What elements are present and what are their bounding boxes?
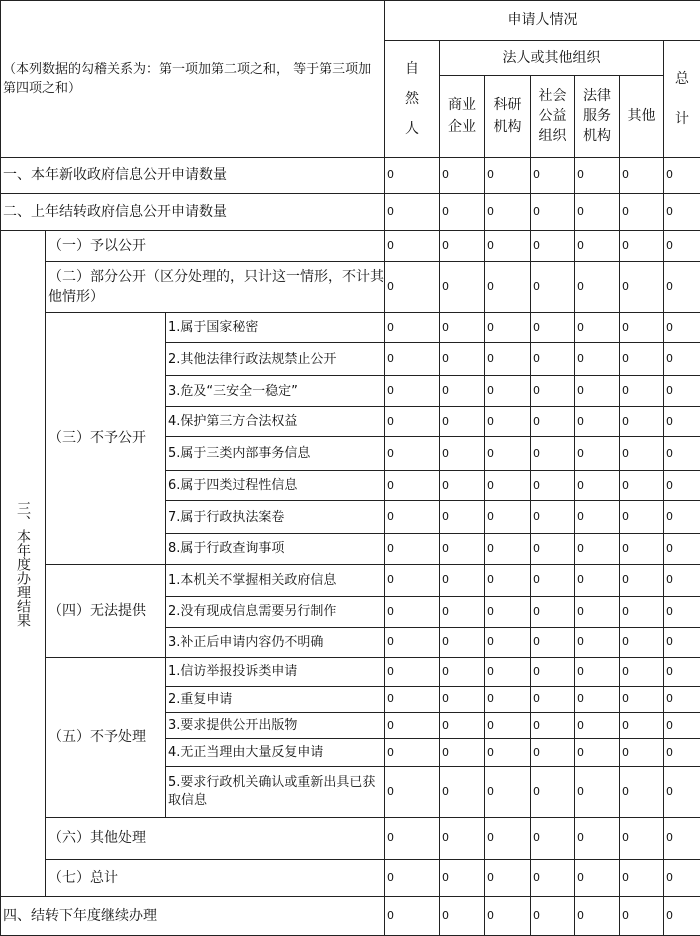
cell-value: 0	[620, 859, 664, 897]
cell-value: 0	[440, 406, 485, 437]
cell-value: 0	[440, 859, 485, 897]
cell-value: 0	[440, 766, 485, 817]
cell-value: 0	[575, 739, 620, 766]
cell-value: 0	[575, 766, 620, 817]
cell-value: 0	[575, 230, 620, 262]
cell-value: 0	[485, 313, 531, 343]
cell-value: 0	[620, 230, 664, 262]
sub-item: 4.保护第三方合法权益	[166, 406, 385, 437]
cell-value: 0	[440, 230, 485, 262]
cell-value: 0	[664, 230, 700, 262]
cell-value: 0	[531, 534, 575, 565]
cell-value: 0	[485, 534, 531, 565]
cell-value: 0	[485, 597, 531, 628]
cell-value: 0	[485, 194, 531, 231]
cell-value: 0	[531, 262, 575, 313]
cell-value: 0	[664, 897, 700, 936]
cell-value: 0	[575, 627, 620, 658]
cell-value: 0	[485, 766, 531, 817]
cell-value: 0	[385, 564, 440, 597]
cell-value: 0	[575, 658, 620, 686]
section-three-label: 三、本年度办理结果	[1, 230, 46, 896]
row-label: （六）其他处理	[46, 817, 385, 859]
cell-value: 0	[620, 817, 664, 859]
cell-value: 0	[620, 376, 664, 407]
cell-value: 0	[440, 376, 485, 407]
cell-value: 0	[664, 597, 700, 628]
cell-value: 0	[485, 342, 531, 376]
cell-value: 0	[664, 817, 700, 859]
cell-value: 0	[385, 470, 440, 501]
cell-value: 0	[531, 897, 575, 936]
cell-value: 0	[440, 470, 485, 501]
cell-value: 0	[620, 713, 664, 739]
cell-value: 0	[385, 342, 440, 376]
cell-value: 0	[440, 739, 485, 766]
cell-value: 0	[485, 406, 531, 437]
cell-value: 0	[575, 470, 620, 501]
cell-value: 0	[531, 437, 575, 471]
sub-item: 2.没有现成信息需要另行制作	[166, 597, 385, 628]
cell-value: 0	[664, 437, 700, 471]
cell-value: 0	[385, 534, 440, 565]
cell-value: 0	[485, 658, 531, 686]
sub-item: 5.要求行政机关确认或重新出具已获取信息	[166, 766, 385, 817]
cell-value: 0	[575, 713, 620, 739]
sub-item: 3.危及“三安全一稳定”	[166, 376, 385, 407]
cell-value: 0	[575, 817, 620, 859]
cell-value: 0	[485, 501, 531, 534]
cell-value: 0	[385, 262, 440, 313]
cell-value: 0	[531, 342, 575, 376]
row-label: （一）予以公开	[46, 230, 385, 262]
cell-value: 0	[620, 534, 664, 565]
group-three-label: （三）不予公开	[46, 313, 166, 564]
cell-value: 0	[440, 686, 485, 712]
cell-value: 0	[385, 230, 440, 262]
cell-value: 0	[531, 406, 575, 437]
cell-value: 0	[440, 713, 485, 739]
cell-value: 0	[485, 686, 531, 712]
cell-value: 0	[485, 897, 531, 936]
cell-value: 0	[385, 739, 440, 766]
cell-value: 0	[531, 859, 575, 897]
cell-value: 0	[664, 859, 700, 897]
cell-value: 0	[485, 437, 531, 471]
cell-value: 0	[620, 501, 664, 534]
cell-value: 0	[531, 157, 575, 194]
cell-value: 0	[440, 342, 485, 376]
row-label: 四、结转下年度继续办理	[1, 897, 385, 936]
legal-service-header: 法律服务机构	[575, 76, 620, 157]
cell-value: 0	[575, 194, 620, 231]
cell-value: 0	[620, 406, 664, 437]
header-note: （本列数据的勾稽关系为：第一项加第二项之和， 等于第三项加第四项之和）	[1, 1, 385, 158]
cell-value: 0	[575, 313, 620, 343]
cell-value: 0	[531, 739, 575, 766]
cell-value: 0	[385, 658, 440, 686]
cell-value: 0	[440, 262, 485, 313]
cell-value: 0	[664, 564, 700, 597]
cell-value: 0	[664, 262, 700, 313]
cell-value: 0	[440, 658, 485, 686]
cell-value: 0	[664, 313, 700, 343]
sub-item: 6.属于四类过程性信息	[166, 470, 385, 501]
row-label: 一、本年新收政府信息公开申请数量	[1, 157, 385, 194]
cell-value: 0	[664, 627, 700, 658]
cell-value: 0	[531, 470, 575, 501]
cell-value: 0	[575, 376, 620, 407]
sub-item: 7.属于行政执法案卷	[166, 501, 385, 534]
cell-value: 0	[575, 534, 620, 565]
cell-value: 0	[385, 766, 440, 817]
cell-value: 0	[531, 713, 575, 739]
cell-value: 0	[440, 564, 485, 597]
cell-value: 0	[620, 686, 664, 712]
cell-value: 0	[664, 376, 700, 407]
commercial-header: 商业企业	[440, 76, 485, 157]
cell-value: 0	[620, 470, 664, 501]
cell-value: 0	[620, 897, 664, 936]
cell-value: 0	[385, 406, 440, 437]
cell-value: 0	[664, 501, 700, 534]
cell-value: 0	[620, 437, 664, 471]
cell-value: 0	[664, 406, 700, 437]
cell-value: 0	[385, 501, 440, 534]
cell-value: 0	[664, 658, 700, 686]
sub-item: 8.属于行政查询事项	[166, 534, 385, 565]
cell-value: 0	[485, 470, 531, 501]
cell-value: 0	[531, 313, 575, 343]
row-label: （七）总计	[46, 859, 385, 897]
cell-value: 0	[620, 658, 664, 686]
cell-value: 0	[531, 376, 575, 407]
cell-value: 0	[385, 713, 440, 739]
cell-value: 0	[575, 597, 620, 628]
cell-value: 0	[440, 627, 485, 658]
cell-value: 0	[440, 157, 485, 194]
row-label: （二）部分公开（区分处理的，只计这一情形，不计其他情形）	[46, 262, 385, 313]
other-header: 其他	[620, 76, 664, 157]
sub-item: 3.要求提供公开出版物	[166, 713, 385, 739]
cell-value: 0	[575, 342, 620, 376]
research-header: 科研机构	[485, 76, 531, 157]
cell-value: 0	[620, 157, 664, 194]
cell-value: 0	[385, 817, 440, 859]
cell-value: 0	[531, 501, 575, 534]
sub-item: 1.信访举报投诉类申请	[166, 658, 385, 686]
cell-value: 0	[485, 564, 531, 597]
applicant-status-header: 申请人情况	[385, 1, 700, 41]
cell-value: 0	[485, 376, 531, 407]
cell-value: 0	[485, 817, 531, 859]
sub-item: 4.无正当理由大量反复申请	[166, 739, 385, 766]
cell-value: 0	[664, 534, 700, 565]
cell-value: 0	[620, 342, 664, 376]
cell-value: 0	[664, 470, 700, 501]
cell-value: 0	[485, 157, 531, 194]
cell-value: 0	[485, 739, 531, 766]
cell-value: 0	[385, 859, 440, 897]
cell-value: 0	[440, 534, 485, 565]
cell-value: 0	[531, 564, 575, 597]
cell-value: 0	[575, 859, 620, 897]
row-label: 二、上年结转政府信息公开申请数量	[1, 194, 385, 231]
cell-value: 0	[531, 766, 575, 817]
cell-value: 0	[440, 313, 485, 343]
cell-value: 0	[531, 627, 575, 658]
cell-value: 0	[385, 627, 440, 658]
cell-value: 0	[485, 627, 531, 658]
cell-value: 0	[575, 406, 620, 437]
cell-value: 0	[485, 262, 531, 313]
cell-value: 0	[385, 313, 440, 343]
cell-value: 0	[531, 686, 575, 712]
cell-value: 0	[440, 437, 485, 471]
cell-value: 0	[531, 658, 575, 686]
cell-value: 0	[664, 713, 700, 739]
cell-value: 0	[385, 897, 440, 936]
cell-value: 0	[620, 627, 664, 658]
sub-item: 5.属于三类内部事务信息	[166, 437, 385, 471]
cell-value: 0	[385, 157, 440, 194]
cell-value: 0	[385, 194, 440, 231]
cell-value: 0	[385, 437, 440, 471]
cell-value: 0	[575, 897, 620, 936]
cell-value: 0	[620, 597, 664, 628]
cell-value: 0	[440, 597, 485, 628]
sub-item: 1.本机关不掌握相关政府信息	[166, 564, 385, 597]
social-header: 社会公益组织	[531, 76, 575, 157]
cell-value: 0	[620, 766, 664, 817]
cell-value: 0	[385, 686, 440, 712]
cell-value: 0	[575, 157, 620, 194]
cell-value: 0	[664, 157, 700, 194]
cell-value: 0	[575, 437, 620, 471]
group-four-label: （四）无法提供	[46, 564, 166, 658]
cell-value: 0	[485, 859, 531, 897]
cell-value: 0	[620, 262, 664, 313]
cell-value: 0	[531, 194, 575, 231]
cell-value: 0	[620, 739, 664, 766]
group-five-label: （五）不予处理	[46, 658, 166, 818]
sub-item: 3.补正后申请内容仍不明确	[166, 627, 385, 658]
cell-value: 0	[485, 713, 531, 739]
cell-value: 0	[440, 817, 485, 859]
cell-value: 0	[620, 564, 664, 597]
cell-value: 0	[575, 564, 620, 597]
cell-value: 0	[440, 501, 485, 534]
sub-item: 2.重复申请	[166, 686, 385, 712]
cell-value: 0	[575, 686, 620, 712]
sub-item: 1.属于国家秘密	[166, 313, 385, 343]
legal-group-header: 法人或其他组织	[440, 40, 664, 76]
cell-value: 0	[440, 194, 485, 231]
cell-value: 0	[575, 501, 620, 534]
cell-value: 0	[620, 313, 664, 343]
cell-value: 0	[664, 194, 700, 231]
cell-value: 0	[664, 766, 700, 817]
total-header: 总计	[664, 40, 700, 157]
cell-value: 0	[664, 686, 700, 712]
cell-value: 0	[485, 230, 531, 262]
cell-value: 0	[531, 817, 575, 859]
cell-value: 0	[385, 376, 440, 407]
cell-value: 0	[575, 262, 620, 313]
cell-value: 0	[620, 194, 664, 231]
cell-value: 0	[664, 342, 700, 376]
cell-value: 0	[664, 739, 700, 766]
sub-item: 2.其他法律行政法规禁止公开	[166, 342, 385, 376]
cell-value: 0	[531, 230, 575, 262]
natural-person-header: 自然人	[385, 40, 440, 157]
cell-value: 0	[440, 897, 485, 936]
cell-value: 0	[531, 597, 575, 628]
cell-value: 0	[385, 597, 440, 628]
